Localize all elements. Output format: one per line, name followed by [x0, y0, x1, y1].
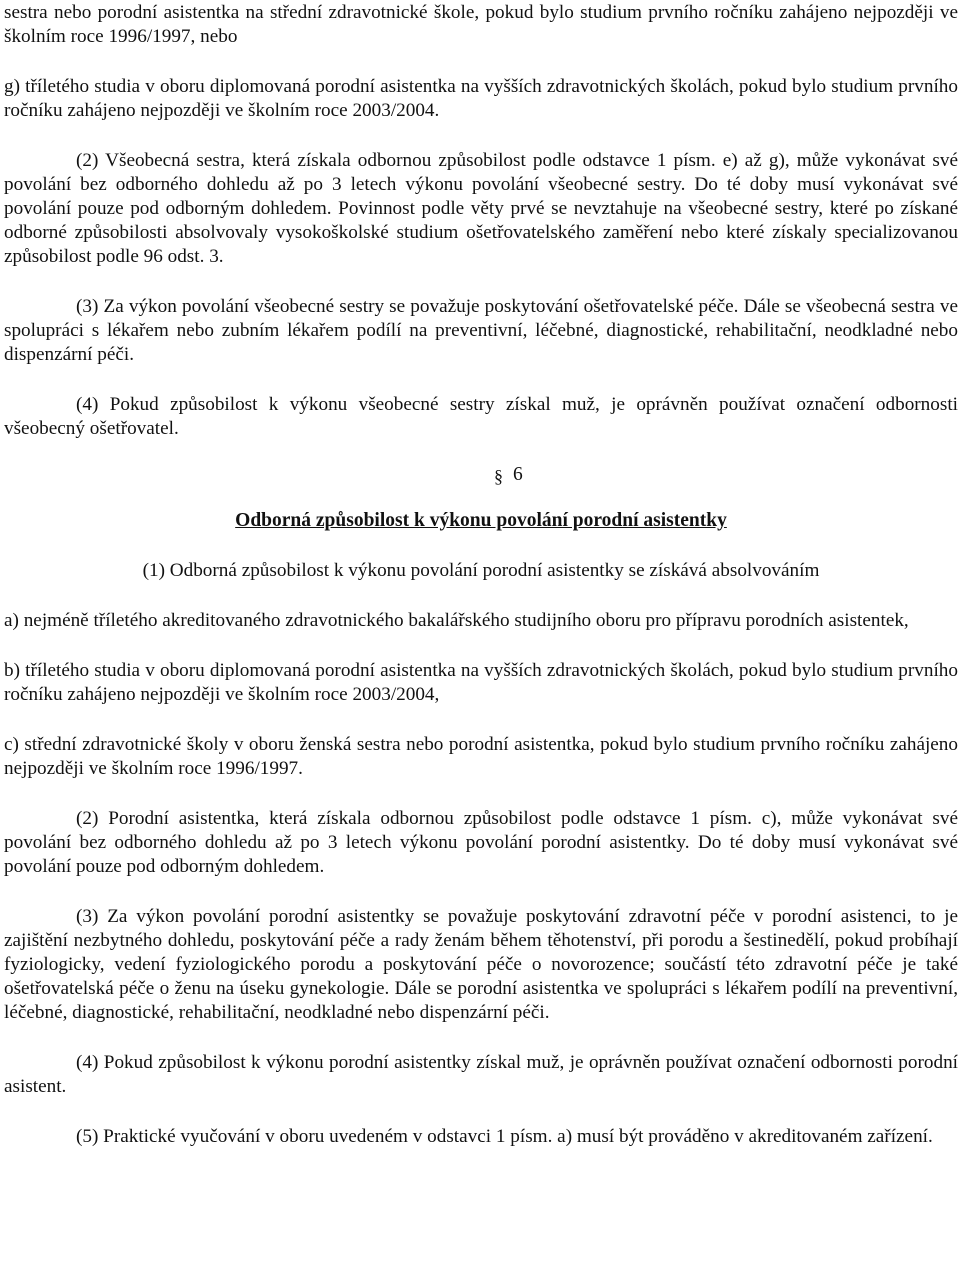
document-page — [4, 1, 958, 1149]
section-heading: Odborná způsobilost k výkonu povolání porodní asistentky — [235, 510, 727, 531]
list-item-b: b) tříletého studia v oboru diplomovaná porodní asistentka na vyšších zdravotnických školách, pokud bylo studium prvního ročníku zahájeno nejpozději ve školním roce 2003/2004, — [4, 660, 958, 705]
paragraph-continuation: sestra nebo porodní asistentka na střední zdravotnické škole, pokud bylo studium prvního ročníku zahájeno nejpozději ve školním roce 1996/1997, nebo — [4, 2, 958, 47]
section-number-value: 6 — [513, 464, 523, 485]
list-item-g: g) tříletého studia v oboru diplomovaná porodní asistentka na vyšších zdravotnických školách, pokud bylo studium prvního ročníku zahájeno nejpozději ve školním roce 2003/2004. — [4, 76, 958, 121]
paragraph-1-midwife-qualification: (1) Odborná způsobilost k výkonu povolání porodní asistentky se získává absolvováním — [142, 560, 820, 581]
list-item-a: a) nejméně tříletého akreditovaného zdravotnického bakalářského studijního oboru pro přípravu porodních asistentek, — [4, 610, 909, 631]
list-item-c: c) střední zdravotnické školy v oboru ženská sestra nebo porodní asistentka, pokud bylo studium prvního ročníku zahájeno nejpozději ve školním roce 1996/1997. — [4, 734, 958, 779]
paragraph-4-midwife-male-title: (4) Pokud způsobilost k výkonu porodní asistentky získal muž, je oprávněn používat označení odbornosti porodní asistent. — [4, 1052, 958, 1097]
section-symbol: § — [494, 466, 503, 486]
section-number — [4, 463, 958, 493]
paragraph-4-nurse-male-title: (4) Pokud způsobilost k výkonu všeobecné sestry získal muž, je oprávněn používat označení odbornosti všeobecný ošetřovatel. — [4, 394, 958, 439]
paragraph-3-nurse-practice: (3) Za výkon povolání všeobecné sestry se považuje poskytování ošetřovatelské péče. Dále se všeobecná sestra ve spolupráci s lékařem nebo zubním lékařem podílí na preventivní, léčebné, diagnostické, rehabilitační, neodkladné nebo dispenzární péči. — [4, 296, 958, 365]
paragraph-2-midwife-supervision: (2) Porodní asistentka, která získala odbornou způsobilost podle odstavce 1 písm. c), může vykonávat své povolání bez odborného dohledu až po 3 letech výkonu povolání porodní asistentky. Do té doby musí vykonávat své povolání pouze pod odborným dohledem. — [4, 808, 958, 877]
paragraph-2-nurse-supervision: (2) Všeobecná sestra, která získala odbornou způsobilost podle odstavce 1 písm. e) až g), může vykonávat své povolání bez odborného dohledu až po 3 letech výkonu povolání všeobecné sestry. Do té doby musí vykonávat své povolání pouze pod odborným dohledem. Povinnost podle věty prvé se nevztahuje na všeobecné sestry, které po získané odborné způsobilosti absolvovaly vysokoškolské studium ošetřovatelského zaměření nebo které získaly specializovanou způsobilost podle 96 odst. 3. — [4, 150, 958, 267]
paragraph-3-midwife-practice: (3) Za výkon povolání porodní asistentky se považuje poskytování zdravotní péče v porodní asistenci, to je zajištění nezbytného dohledu, poskytování péče a rady ženám během těhotenství, při porodu a šestinedělí, pokud probíhají fyziologicky, vedení fyziologického porodu a poskytování péče o novorozence; součástí této zdravotní péče je také ošetřovatelská péče o ženu na úseku gynekologie. Dále se porodní asistentka ve spolupráci s lékařem podílí na preventivní, léčebné, diagnostické, rehabilitační, neodkladné nebo dispenzární péči. — [4, 906, 958, 1023]
paragraph-5-practical-training: (5) Praktické vyučování v oboru uvedeném v odstavci 1 písm. a) musí být prováděno v akreditovaném zařízení. — [76, 1126, 933, 1147]
